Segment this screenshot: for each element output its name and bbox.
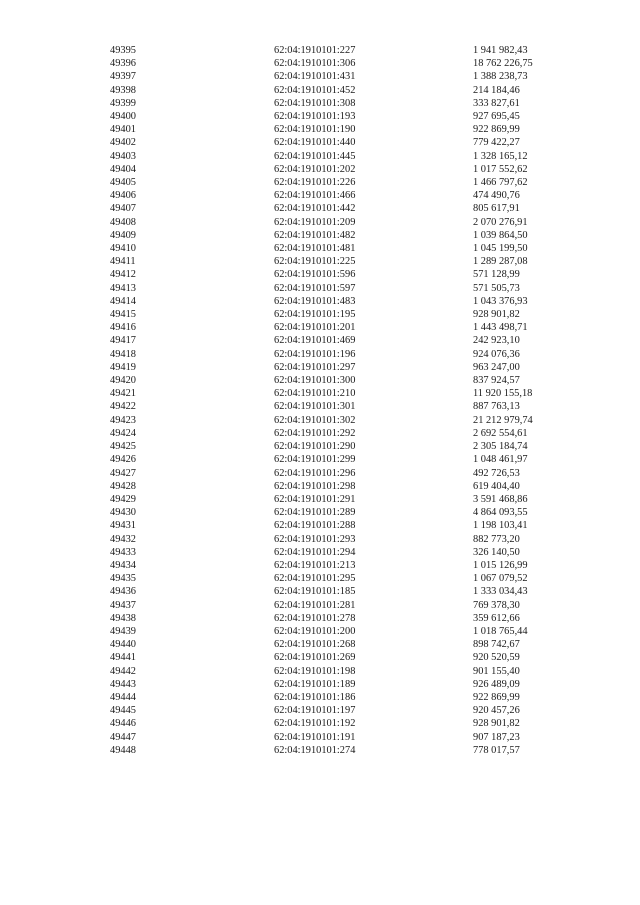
table-row <box>110 744 583 757</box>
table-row <box>110 202 583 215</box>
cadastral-number: 62:04:1910101:209 <box>274 216 356 228</box>
table-row <box>110 519 583 532</box>
table-row <box>110 453 583 466</box>
row-number: 49448 <box>110 744 136 756</box>
cadastral-number: 62:04:1910101:274 <box>274 744 356 756</box>
cadastral-value: 333 827,61 <box>473 97 520 109</box>
cadastral-number: 62:04:1910101:289 <box>274 507 356 519</box>
row-number: 49404 <box>110 163 136 175</box>
row-number: 49415 <box>110 309 136 321</box>
table-row <box>110 612 583 625</box>
cadastral-number: 62:04:1910101:198 <box>274 665 356 677</box>
cadastral-number: 62:04:1910101:278 <box>274 612 356 624</box>
cadastral-number: 62:04:1910101:299 <box>274 454 356 466</box>
table-row <box>110 216 583 229</box>
cadastral-value: 474 490,76 <box>473 190 520 202</box>
cadastral-value: 898 742,67 <box>473 639 520 651</box>
table-row <box>110 533 583 546</box>
row-number: 49429 <box>110 493 136 505</box>
cadastral-value: 928 901,82 <box>473 309 520 321</box>
cadastral-number: 62:04:1910101:469 <box>274 335 356 347</box>
cadastral-number: 62:04:1910101:483 <box>274 295 356 307</box>
cadastral-value: 1 198 103,41 <box>473 520 528 532</box>
table-row <box>110 665 583 678</box>
cadastral-number: 62:04:1910101:295 <box>274 573 356 585</box>
cadastral-number: 62:04:1910101:268 <box>274 639 356 651</box>
row-number: 49447 <box>110 731 136 743</box>
row-number: 49417 <box>110 335 136 347</box>
cadastral-number: 62:04:1910101:225 <box>274 256 356 268</box>
cadastral-value: 882 773,20 <box>473 533 520 545</box>
cadastral-number: 62:04:1910101:288 <box>274 520 356 532</box>
cadastral-value: 924 076,36 <box>473 348 520 360</box>
row-number: 49432 <box>110 533 136 545</box>
table-row <box>110 282 583 295</box>
table-row <box>110 599 583 612</box>
cadastral-value: 1 067 079,52 <box>473 573 528 585</box>
row-number: 49440 <box>110 639 136 651</box>
table-row <box>110 70 583 83</box>
row-number: 49414 <box>110 295 136 307</box>
cadastral-value: 1 015 126,99 <box>473 559 528 571</box>
cadastral-number: 62:04:1910101:301 <box>274 401 356 413</box>
cadastral-number: 62:04:1910101:281 <box>274 599 356 611</box>
cadastral-value: 3 591 468,86 <box>473 493 528 505</box>
table-row <box>110 348 583 361</box>
cadastral-number: 62:04:1910101:293 <box>274 533 356 545</box>
row-number: 49400 <box>110 111 136 123</box>
cadastral-number: 62:04:1910101:597 <box>274 282 356 294</box>
row-number: 49436 <box>110 586 136 598</box>
row-number: 49443 <box>110 678 136 690</box>
row-number: 49433 <box>110 546 136 558</box>
table-row <box>110 625 583 638</box>
table-row <box>110 651 583 664</box>
cadastral-value: 1 289 287,08 <box>473 256 528 268</box>
cadastral-value: 779 422,27 <box>473 137 520 149</box>
row-number: 49407 <box>110 203 136 215</box>
table-row <box>110 704 583 717</box>
table-row <box>110 717 583 730</box>
row-number: 49439 <box>110 625 136 637</box>
table-row <box>110 506 583 519</box>
cadastral-value: 1 941 982,43 <box>473 45 528 56</box>
row-number: 49437 <box>110 599 136 611</box>
table-row <box>110 387 583 400</box>
cadastral-value: 1 017 552,62 <box>473 163 528 175</box>
cadastral-value: 1 466 797,62 <box>473 177 528 189</box>
table-row <box>110 572 583 585</box>
table-row <box>110 229 583 242</box>
row-number: 49396 <box>110 58 136 70</box>
cadastral-value: 242 923,10 <box>473 335 520 347</box>
row-number: 49411 <box>110 256 136 268</box>
cadastral-number: 62:04:1910101:445 <box>274 150 356 162</box>
table-row <box>110 585 583 598</box>
cadastral-value: 901 155,40 <box>473 665 520 677</box>
table-row <box>110 480 583 493</box>
row-number: 49406 <box>110 190 136 202</box>
row-number: 49416 <box>110 322 136 334</box>
cadastral-value: 837 924,57 <box>473 375 520 387</box>
table-row <box>110 136 583 149</box>
cadastral-number: 62:04:1910101:302 <box>274 414 356 426</box>
cadastral-value: 1 018 765,44 <box>473 625 528 637</box>
cadastral-value: 1 388 238,73 <box>473 71 528 83</box>
row-number: 49423 <box>110 414 136 426</box>
cadastral-value: 359 612,66 <box>473 612 520 624</box>
row-number: 49419 <box>110 361 136 373</box>
table-row <box>110 110 583 123</box>
row-number: 49441 <box>110 652 136 664</box>
cadastral-number: 62:04:1910101:290 <box>274 441 356 453</box>
cadastral-number: 62:04:1910101:192 <box>274 718 356 730</box>
cadastral-number: 62:04:1910101:213 <box>274 559 356 571</box>
cadastral-number: 62:04:1910101:440 <box>274 137 356 149</box>
cadastral-number: 62:04:1910101:482 <box>274 229 356 241</box>
row-number: 49427 <box>110 467 136 479</box>
cadastral-value: 922 869,99 <box>473 691 520 703</box>
table-row <box>110 84 583 97</box>
cadastral-number: 62:04:1910101:306 <box>274 58 356 70</box>
row-number: 49434 <box>110 559 136 571</box>
row-number: 49428 <box>110 480 136 492</box>
table-row <box>110 189 583 202</box>
table-row <box>110 427 583 440</box>
cadastral-number: 62:04:1910101:185 <box>274 586 356 598</box>
table-row <box>110 546 583 559</box>
cadastral-number: 62:04:1910101:294 <box>274 546 356 558</box>
cadastral-number: 62:04:1910101:292 <box>274 427 356 439</box>
table-row <box>110 44 583 57</box>
cadastral-number: 62:04:1910101:201 <box>274 322 356 334</box>
cadastral-value: 1 039 864,50 <box>473 229 528 241</box>
table-row <box>110 374 583 387</box>
table-row <box>110 163 583 176</box>
cadastral-value: 778 017,57 <box>473 744 520 756</box>
table-row <box>110 57 583 70</box>
table-body <box>110 44 583 757</box>
table-row <box>110 731 583 744</box>
table-row <box>110 559 583 572</box>
row-number: 49409 <box>110 229 136 241</box>
cadastral-value: 805 617,91 <box>473 203 520 215</box>
table-row <box>110 295 583 308</box>
cadastral-value: 2 305 184,74 <box>473 441 528 453</box>
cadastral-value: 2 692 554,61 <box>473 427 528 439</box>
table-row <box>110 400 583 413</box>
table-row <box>110 255 583 268</box>
cadastral-value: 1 333 034,43 <box>473 586 528 598</box>
cadastral-value: 21 212 979,74 <box>473 414 533 426</box>
cadastral-number: 62:04:1910101:190 <box>274 124 356 136</box>
row-number: 49401 <box>110 124 136 136</box>
table-row <box>110 678 583 691</box>
cadastral-number: 62:04:1910101:191 <box>274 731 356 743</box>
cadastral-number: 62:04:1910101:596 <box>274 269 356 281</box>
cadastral-value: 769 378,30 <box>473 599 520 611</box>
cadastral-number: 62:04:1910101:202 <box>274 163 356 175</box>
table-row <box>110 467 583 480</box>
row-number: 49430 <box>110 507 136 519</box>
cadastral-number: 62:04:1910101:226 <box>274 177 356 189</box>
cadastral-value: 1 043 376,93 <box>473 295 528 307</box>
cadastral-value: 18 762 226,75 <box>473 58 533 70</box>
row-number: 49420 <box>110 375 136 387</box>
row-number: 49422 <box>110 401 136 413</box>
row-number: 49444 <box>110 691 136 703</box>
row-number: 49418 <box>110 348 136 360</box>
row-number: 49413 <box>110 282 136 294</box>
row-number: 49410 <box>110 243 136 255</box>
cadastral-value: 326 140,50 <box>473 546 520 558</box>
cadastral-value: 926 489,09 <box>473 678 520 690</box>
table-row <box>110 493 583 506</box>
table-row <box>110 321 583 334</box>
row-number: 49426 <box>110 454 136 466</box>
cadastral-number: 62:04:1910101:298 <box>274 480 356 492</box>
row-number: 49398 <box>110 84 136 96</box>
table-row <box>110 361 583 374</box>
cadastral-number: 62:04:1910101:269 <box>274 652 356 664</box>
cadastral-number: 62:04:1910101:200 <box>274 625 356 637</box>
row-number: 49446 <box>110 718 136 730</box>
cadastral-number: 62:04:1910101:297 <box>274 361 356 373</box>
cadastral-value: 4 864 093,55 <box>473 507 528 519</box>
cadastral-number: 62:04:1910101:300 <box>274 375 356 387</box>
table-row <box>110 440 583 453</box>
row-number: 49405 <box>110 177 136 189</box>
cadastral-value: 214 184,46 <box>473 84 520 96</box>
table-row <box>110 176 583 189</box>
cadastral-value: 492 726,53 <box>473 467 520 479</box>
row-number: 49408 <box>110 216 136 228</box>
cadastral-value: 1 443 498,71 <box>473 322 528 334</box>
table-row <box>110 308 583 321</box>
cadastral-value: 571 128,99 <box>473 269 520 281</box>
row-number: 49445 <box>110 705 136 717</box>
table-row <box>110 638 583 651</box>
cadastral-value-table <box>110 44 583 757</box>
row-number: 49424 <box>110 427 136 439</box>
cadastral-number: 62:04:1910101:308 <box>274 97 356 109</box>
cadastral-number: 62:04:1910101:195 <box>274 309 356 321</box>
row-number: 49442 <box>110 665 136 677</box>
cadastral-value: 963 247,00 <box>473 361 520 373</box>
row-number: 49438 <box>110 612 136 624</box>
row-number: 49403 <box>110 150 136 162</box>
table-row <box>110 97 583 110</box>
row-number: 49425 <box>110 441 136 453</box>
cadastral-value: 11 920 155,18 <box>473 388 533 400</box>
table-row <box>110 123 583 136</box>
cadastral-number: 62:04:1910101:196 <box>274 348 356 360</box>
row-number: 49421 <box>110 388 136 400</box>
cadastral-value: 1 048 461,97 <box>473 454 528 466</box>
row-number: 49402 <box>110 137 136 149</box>
cadastral-number: 62:04:1910101:210 <box>274 388 356 400</box>
cadastral-value: 907 187,23 <box>473 731 520 743</box>
cadastral-number: 62:04:1910101:186 <box>274 691 356 703</box>
cadastral-value: 920 520,59 <box>473 652 520 664</box>
cadastral-value: 2 070 276,91 <box>473 216 528 228</box>
row-number: 49431 <box>110 520 136 532</box>
table-row <box>110 691 583 704</box>
cadastral-number: 62:04:1910101:193 <box>274 111 356 123</box>
row-number: 49395 <box>110 45 136 56</box>
cadastral-value: 619 404,40 <box>473 480 520 492</box>
row-number: 49397 <box>110 71 136 83</box>
table-row <box>110 334 583 347</box>
cadastral-number: 62:04:1910101:431 <box>274 71 356 83</box>
cadastral-value: 887 763,13 <box>473 401 520 413</box>
row-number: 49435 <box>110 573 136 585</box>
cadastral-number: 62:04:1910101:296 <box>274 467 356 479</box>
table-row <box>110 242 583 255</box>
cadastral-number: 62:04:1910101:189 <box>274 678 356 690</box>
table-row <box>110 414 583 427</box>
cadastral-value: 1 328 165,12 <box>473 150 528 162</box>
cadastral-number: 62:04:1910101:466 <box>274 190 356 202</box>
cadastral-value: 571 505,73 <box>473 282 520 294</box>
cadastral-value: 1 045 199,50 <box>473 243 528 255</box>
cadastral-value: 927 695,45 <box>473 111 520 123</box>
table-row <box>110 268 583 281</box>
cadastral-number: 62:04:1910101:481 <box>274 243 356 255</box>
cadastral-number: 62:04:1910101:197 <box>274 705 356 717</box>
cadastral-number: 62:04:1910101:227 <box>274 45 356 56</box>
row-number: 49412 <box>110 269 136 281</box>
cadastral-number: 62:04:1910101:291 <box>274 493 356 505</box>
table-row <box>110 150 583 163</box>
row-number: 49399 <box>110 97 136 109</box>
cadastral-value: 922 869,99 <box>473 124 520 136</box>
cadastral-number: 62:04:1910101:452 <box>274 84 356 96</box>
cadastral-value: 928 901,82 <box>473 718 520 730</box>
cadastral-value: 920 457,26 <box>473 705 520 717</box>
cadastral-number: 62:04:1910101:442 <box>274 203 356 215</box>
